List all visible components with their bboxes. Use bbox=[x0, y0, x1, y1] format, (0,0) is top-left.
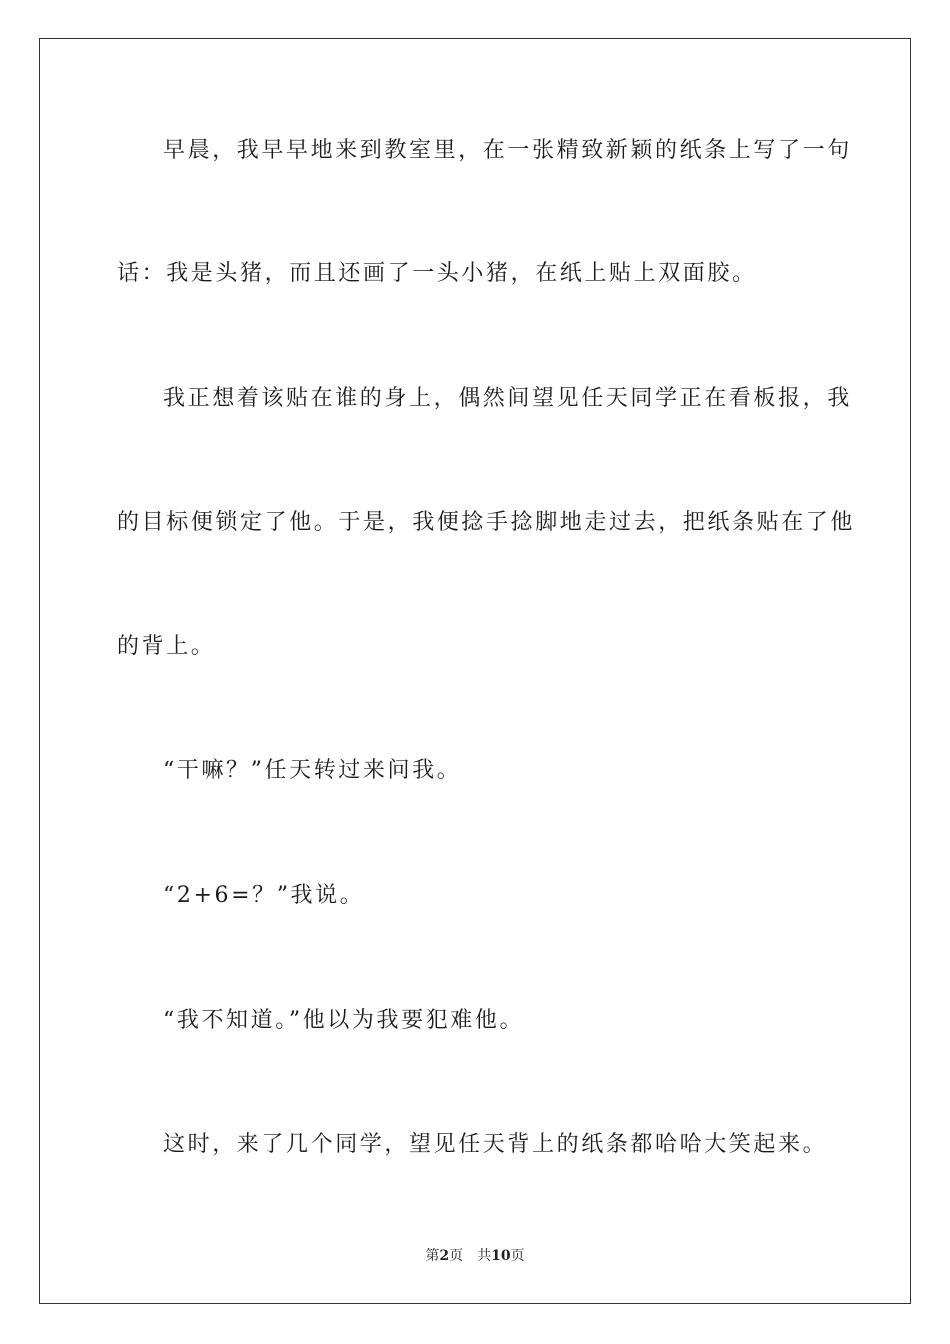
paragraph-2-line-3: 的背上。 bbox=[117, 634, 216, 659]
paragraph-5: “我不知道。”他以为我要犯难他。 bbox=[163, 1008, 525, 1033]
paragraph-2-line-1: 我正想着该贴在谁的身上，偶然间望见任天同学正在看板报，我 bbox=[163, 386, 852, 411]
paragraph-1-line-1: 早晨，我早早地来到教室里，在一张精致新颖的纸条上写了一句 bbox=[163, 138, 852, 163]
footer-total-prefix: 共 bbox=[477, 1248, 492, 1264]
paragraph-3: “干嘛？”任天转过来问我。 bbox=[163, 758, 462, 783]
paragraph-1-line-2: 话：我是头猪，而且还画了一头小猪，在纸上贴上双面胶。 bbox=[117, 261, 757, 286]
paragraph-2-line-2: 的目标便锁定了他。于是，我便捻手捻脚地走过去，把纸条贴在了他 bbox=[117, 510, 856, 535]
footer-total-suffix: 页 bbox=[510, 1248, 525, 1264]
page-footer bbox=[0, 1246, 950, 1266]
footer-total-pages: 10 bbox=[491, 1248, 511, 1264]
paragraph-4: “2+6=？”我说。 bbox=[163, 883, 365, 908]
page-border bbox=[39, 38, 911, 1304]
footer-page-prefix: 第 bbox=[425, 1248, 440, 1264]
footer-page-suffix: 页 bbox=[449, 1248, 464, 1264]
paragraph-6: 这时，来了几个同学，望见任天背上的纸条都哈哈大笑起来。 bbox=[163, 1132, 828, 1157]
footer-page-number: 2 bbox=[439, 1248, 450, 1264]
